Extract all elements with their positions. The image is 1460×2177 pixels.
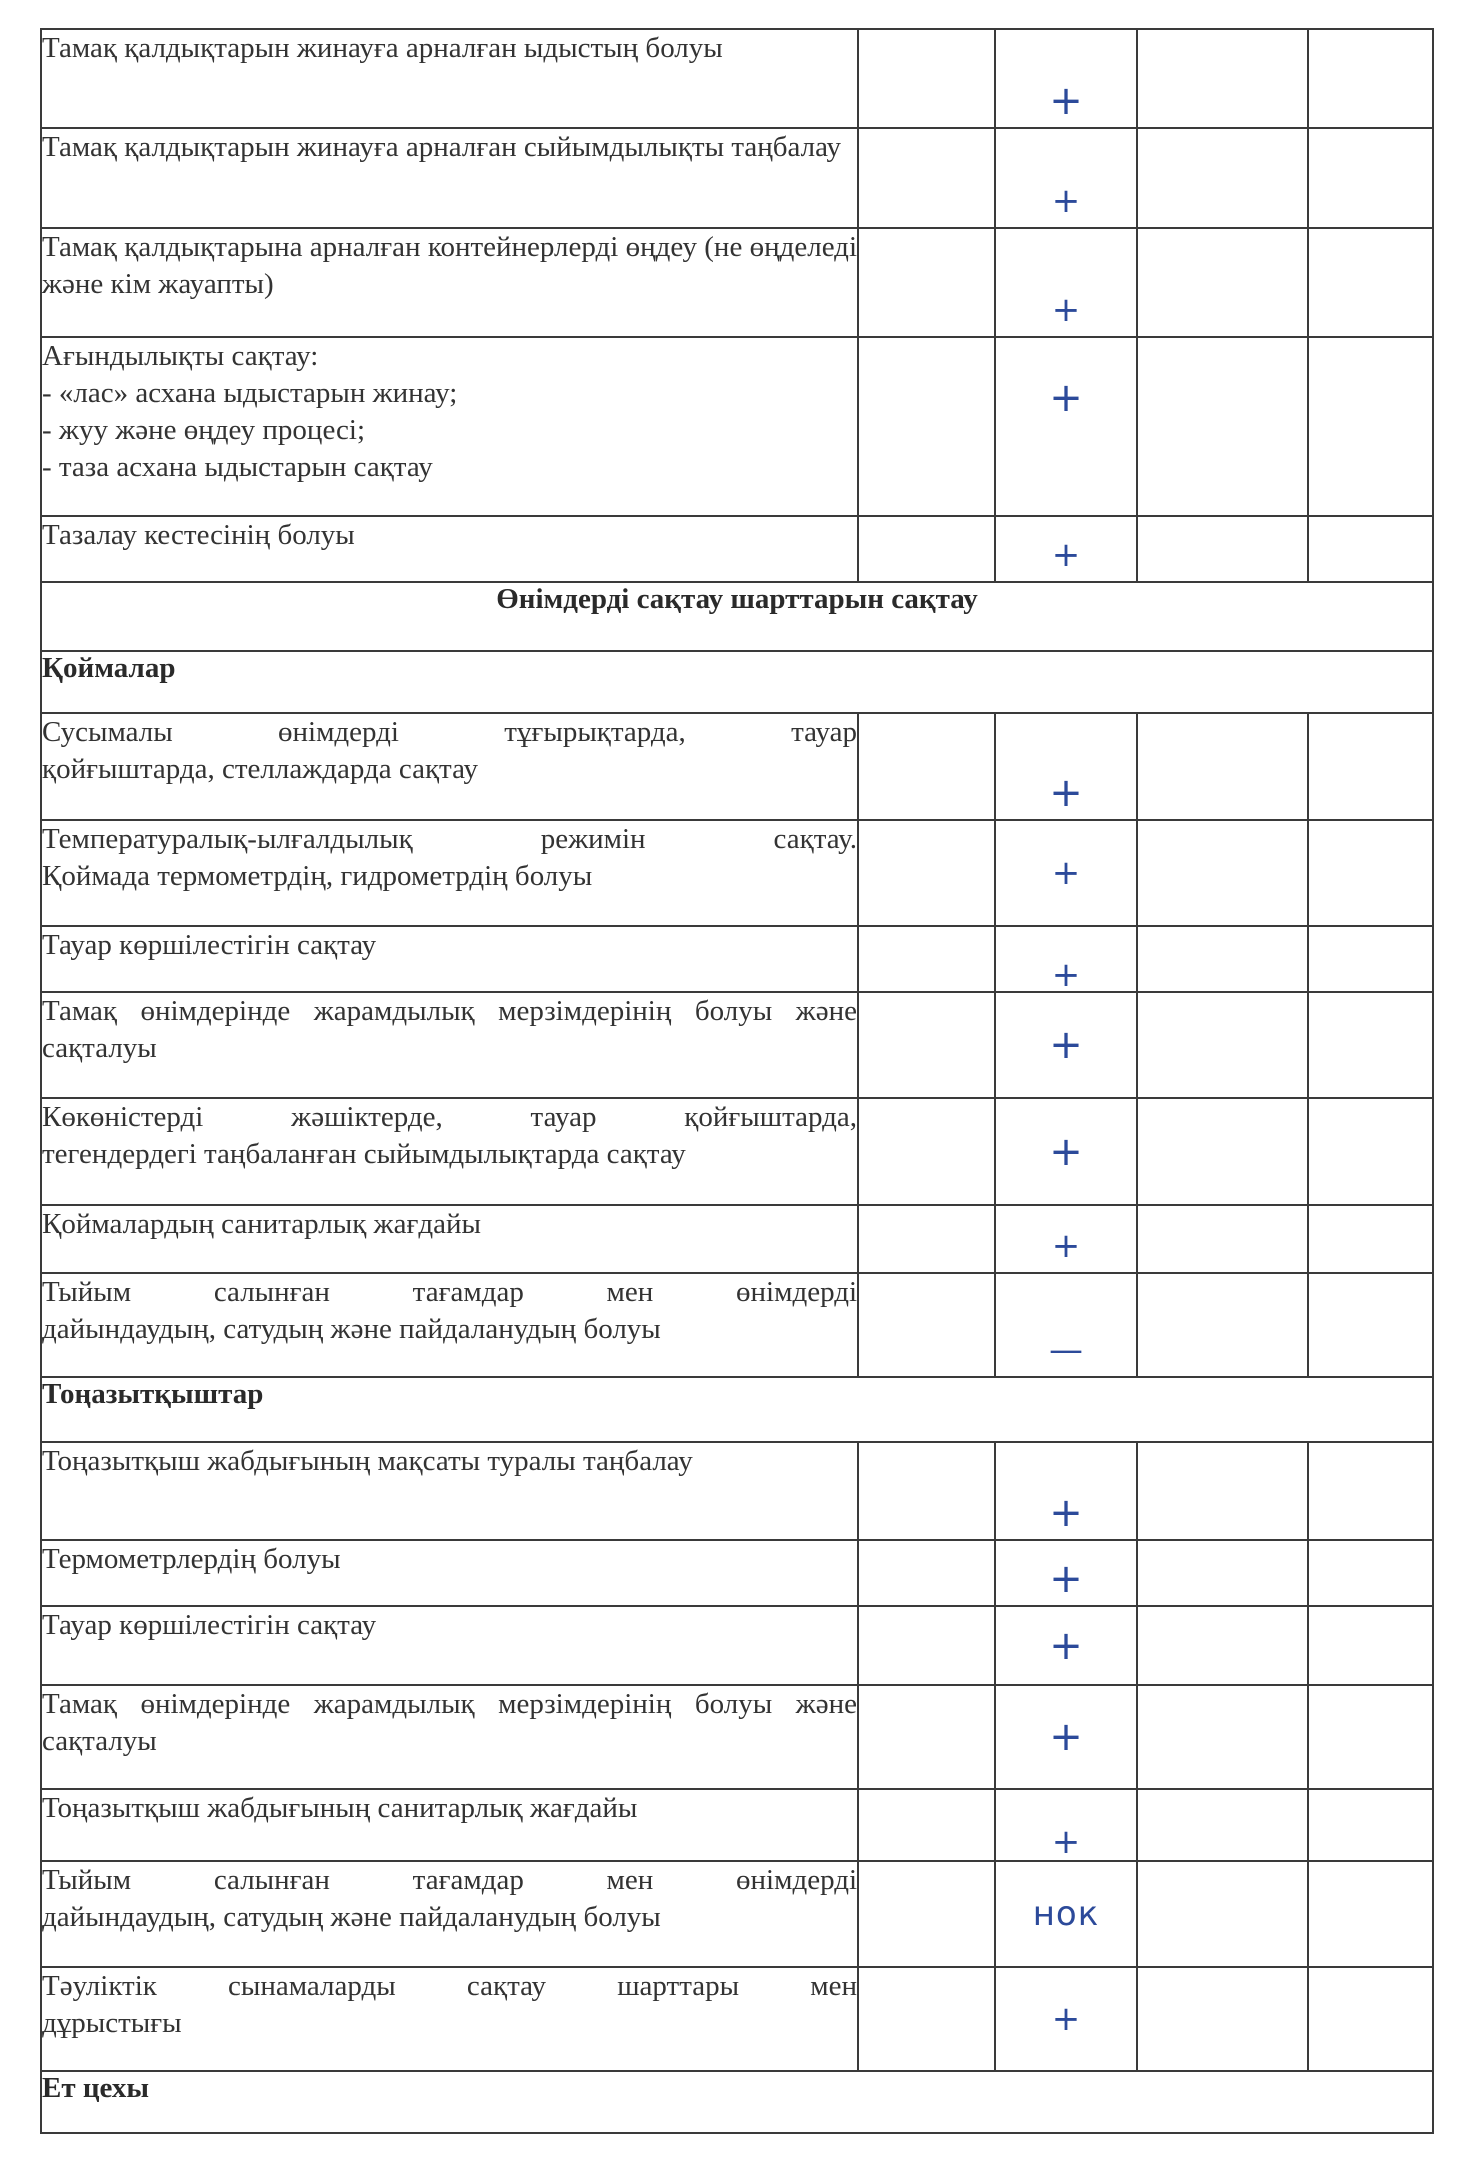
mark-cell — [995, 1273, 1137, 1377]
handwritten-mark: + — [1051, 1999, 1081, 2039]
table-row — [41, 992, 1433, 1098]
row-line: дайындаудың, сатудың және пайдаланудың болуы — [42, 1313, 661, 1345]
table-row — [41, 1540, 1433, 1606]
row-line: Тыйым салынған тағамдар мен өнімдерді — [42, 1864, 857, 1896]
handwritten-mark: + — [1051, 853, 1081, 893]
handwritten-mark: + — [1051, 1226, 1081, 1266]
handwritten-mark: + — [1049, 1714, 1083, 1760]
mark-cell — [995, 29, 1137, 128]
row-line: Тәуліктік сынамаларды сақтау шарттары мен — [42, 1970, 857, 2002]
handwritten-mark: + — [1051, 955, 1081, 995]
mark-cell — [995, 1606, 1137, 1685]
mark-cell — [995, 1789, 1137, 1861]
column-cell — [858, 337, 995, 516]
subsection-title-storage: Қоймалар — [41, 651, 1433, 713]
row-line: Ағындылықты сақтау: — [42, 340, 319, 372]
row-description: Тоңазытқыш жабдығының мақсаты туралы таңбалау — [41, 1442, 858, 1540]
row-line: Температуралық-ылғалдылық режимін сақтау. — [42, 823, 857, 855]
column-cell — [1137, 1205, 1308, 1273]
mark-cell — [995, 1442, 1137, 1540]
row-description: Тамақ қалдықтарын жинауға арналған ыдыстың болуы — [41, 29, 858, 128]
table-row — [41, 820, 1433, 926]
column-cell — [858, 1685, 995, 1789]
column-cell — [1308, 713, 1433, 820]
column-cell — [1308, 1967, 1433, 2071]
mark-cell — [995, 1685, 1137, 1789]
subsection-title-meat-shop: Ет цехы — [41, 2071, 1433, 2133]
handwritten-mark: + — [1049, 1128, 1083, 1175]
column-cell — [1308, 1098, 1433, 1205]
column-cell — [858, 1789, 995, 1861]
column-cell — [858, 1205, 995, 1273]
row-description — [41, 820, 858, 926]
handwritten-mark: + — [1049, 78, 1083, 124]
handwritten-mark: + — [1049, 1022, 1083, 1068]
column-cell — [1137, 516, 1308, 582]
mark-cell — [995, 516, 1137, 582]
row-description: Тазалау кестесінің болуы — [41, 516, 858, 582]
row-line: қойғыштарда, стеллаждарда сақтау — [42, 753, 478, 785]
mark-cell — [995, 1861, 1137, 1967]
column-cell — [858, 713, 995, 820]
table-row — [41, 1967, 1433, 2071]
column-cell — [858, 1967, 995, 2071]
row-description — [41, 337, 858, 516]
column-cell — [1308, 29, 1433, 128]
column-cell — [858, 1442, 995, 1540]
mark-cell — [995, 713, 1137, 820]
row-line: Көкөністерді жәшіктерде, тауар қойғыштарда, — [42, 1101, 857, 1133]
column-cell — [1308, 1789, 1433, 1861]
column-cell — [1137, 992, 1308, 1098]
row-description: Тауар көршілестігін сақтау — [41, 926, 858, 992]
mark-cell — [995, 337, 1137, 516]
row-line: дайындаудың, сатудың және пайдаланудың болуы — [42, 1901, 661, 1933]
row-line: - «лас» асхана ыдыстарын жинау; — [42, 377, 458, 409]
column-cell — [1308, 337, 1433, 516]
column-cell — [1308, 992, 1433, 1098]
table-row — [41, 1685, 1433, 1789]
column-cell — [858, 820, 995, 926]
subsection-row — [41, 1377, 1433, 1442]
row-description — [41, 713, 858, 820]
table-row — [41, 1205, 1433, 1273]
handwritten-mark: + — [1049, 1490, 1083, 1536]
column-cell — [858, 516, 995, 582]
row-description — [41, 1861, 858, 1967]
handwritten-mark: + — [1049, 1622, 1083, 1669]
table-row — [41, 1789, 1433, 1861]
column-cell — [1137, 337, 1308, 516]
mark-cell — [995, 1967, 1137, 2071]
column-cell — [1308, 1861, 1433, 1967]
row-description: Тоңазытқыш жабдығының санитарлық жағдайы — [41, 1789, 858, 1861]
column-cell — [1137, 1098, 1308, 1205]
column-cell — [858, 228, 995, 337]
column-cell — [858, 1540, 995, 1606]
column-cell — [858, 1606, 995, 1685]
column-cell — [1137, 1685, 1308, 1789]
column-cell — [858, 1273, 995, 1377]
column-cell — [1308, 1273, 1433, 1377]
row-line: Сусымалы өнімдерді тұғырықтарда, тауар — [42, 716, 857, 748]
row-description — [41, 1967, 858, 2071]
row-line: Қоймада термометрдің, гидрометрдің болуы — [42, 860, 593, 892]
row-description — [41, 1098, 858, 1205]
column-cell — [858, 926, 995, 992]
row-description: Тамақ өнімдерінде жарамдылық мерзімдерінің болуы және сақталуы — [41, 992, 858, 1098]
column-cell — [1308, 1442, 1433, 1540]
row-description: Тамақ қалдықтарын жинауға арналған сыйымдылықты таңбалау — [41, 128, 858, 228]
handwritten-mark: + — [1049, 770, 1083, 816]
column-cell — [1308, 1606, 1433, 1685]
mark-cell — [995, 128, 1137, 228]
row-description — [41, 1273, 858, 1377]
mark-cell — [995, 992, 1137, 1098]
table-row — [41, 1442, 1433, 1540]
subsection-title-fridges: Тоңазытқыштар — [41, 1377, 1433, 1442]
mark-cell — [995, 926, 1137, 995]
row-description: Тамақ өнімдерінде жарамдылық мерзімдерінің болуы және сақталуы — [41, 1685, 858, 1789]
column-cell — [1137, 820, 1308, 926]
column-cell — [1137, 1967, 1308, 2071]
row-description: Тамақ қалдықтарына арналған контейнерлерді өңдеу (не өңделеді және кім жауапты) — [41, 228, 858, 337]
handwritten-mark: + — [1051, 290, 1081, 330]
table-row — [41, 1606, 1433, 1685]
column-cell — [858, 128, 995, 228]
column-cell — [1308, 228, 1433, 337]
handwritten-mark: + — [1051, 535, 1081, 575]
table-row — [41, 1861, 1433, 1967]
mark-cell — [995, 1205, 1137, 1273]
column-cell — [1308, 1205, 1433, 1273]
column-cell — [1308, 926, 1433, 992]
row-line: Тыйым салынған тағамдар мен өнімдерді — [42, 1276, 857, 1308]
column-cell — [1308, 820, 1433, 926]
table-row — [41, 713, 1433, 820]
column-cell — [1308, 516, 1433, 582]
row-line: - жуу және өңдеу процесі; — [42, 414, 366, 446]
column-cell — [858, 992, 995, 1098]
row-description: Қоймалардың санитарлық жағдайы — [41, 1205, 858, 1273]
column-cell — [1137, 1789, 1308, 1861]
handwritten-mark: нок — [1032, 1894, 1100, 1934]
column-cell — [1137, 713, 1308, 820]
mark-cell — [995, 820, 1137, 926]
column-cell — [858, 1861, 995, 1967]
table-row — [41, 926, 1433, 992]
column-cell — [1308, 1685, 1433, 1789]
column-cell — [858, 29, 995, 128]
column-cell — [1137, 1442, 1308, 1540]
table-row — [41, 29, 1433, 128]
column-cell — [1137, 1606, 1308, 1685]
subsection-row — [41, 2071, 1433, 2133]
table-row — [41, 516, 1433, 582]
column-cell — [1137, 228, 1308, 337]
column-cell — [858, 1098, 995, 1205]
handwritten-mark: — — [1049, 1330, 1083, 1370]
table-row — [41, 337, 1433, 516]
handwritten-mark: + — [1049, 1556, 1083, 1602]
subsection-row — [41, 651, 1433, 713]
column-cell — [1137, 1540, 1308, 1606]
row-line: - таза асхана ыдыстарын сақтау — [42, 451, 433, 483]
table-row — [41, 128, 1433, 228]
table-row — [41, 1273, 1433, 1377]
handwritten-mark: + — [1049, 375, 1083, 421]
handwritten-mark: + — [1051, 181, 1081, 221]
column-cell — [1137, 1273, 1308, 1377]
column-cell — [1308, 128, 1433, 228]
column-cell — [1137, 29, 1308, 128]
row-description: Тауар көршілестігін сақтау — [41, 1606, 858, 1685]
mark-cell — [995, 1098, 1137, 1205]
section-title: Өнімдерді сақтау шарттарын сақтау — [41, 582, 1433, 651]
table-row — [41, 228, 1433, 337]
mark-cell — [995, 228, 1137, 337]
table-row — [41, 1098, 1433, 1205]
column-cell — [1137, 1861, 1308, 1967]
inspection-checklist-table — [40, 28, 1434, 2134]
column-cell — [1308, 1540, 1433, 1606]
column-cell — [1137, 926, 1308, 992]
row-line: тегендердегі таңбаланған сыйымдылықтарда сақтау — [42, 1138, 686, 1170]
mark-cell — [995, 1540, 1137, 1606]
row-line: дұрыстығы — [42, 2007, 182, 2039]
handwritten-mark: + — [1051, 1822, 1081, 1862]
row-description: Термометрлердің болуы — [41, 1540, 858, 1606]
section-row — [41, 582, 1433, 651]
column-cell — [1137, 128, 1308, 228]
